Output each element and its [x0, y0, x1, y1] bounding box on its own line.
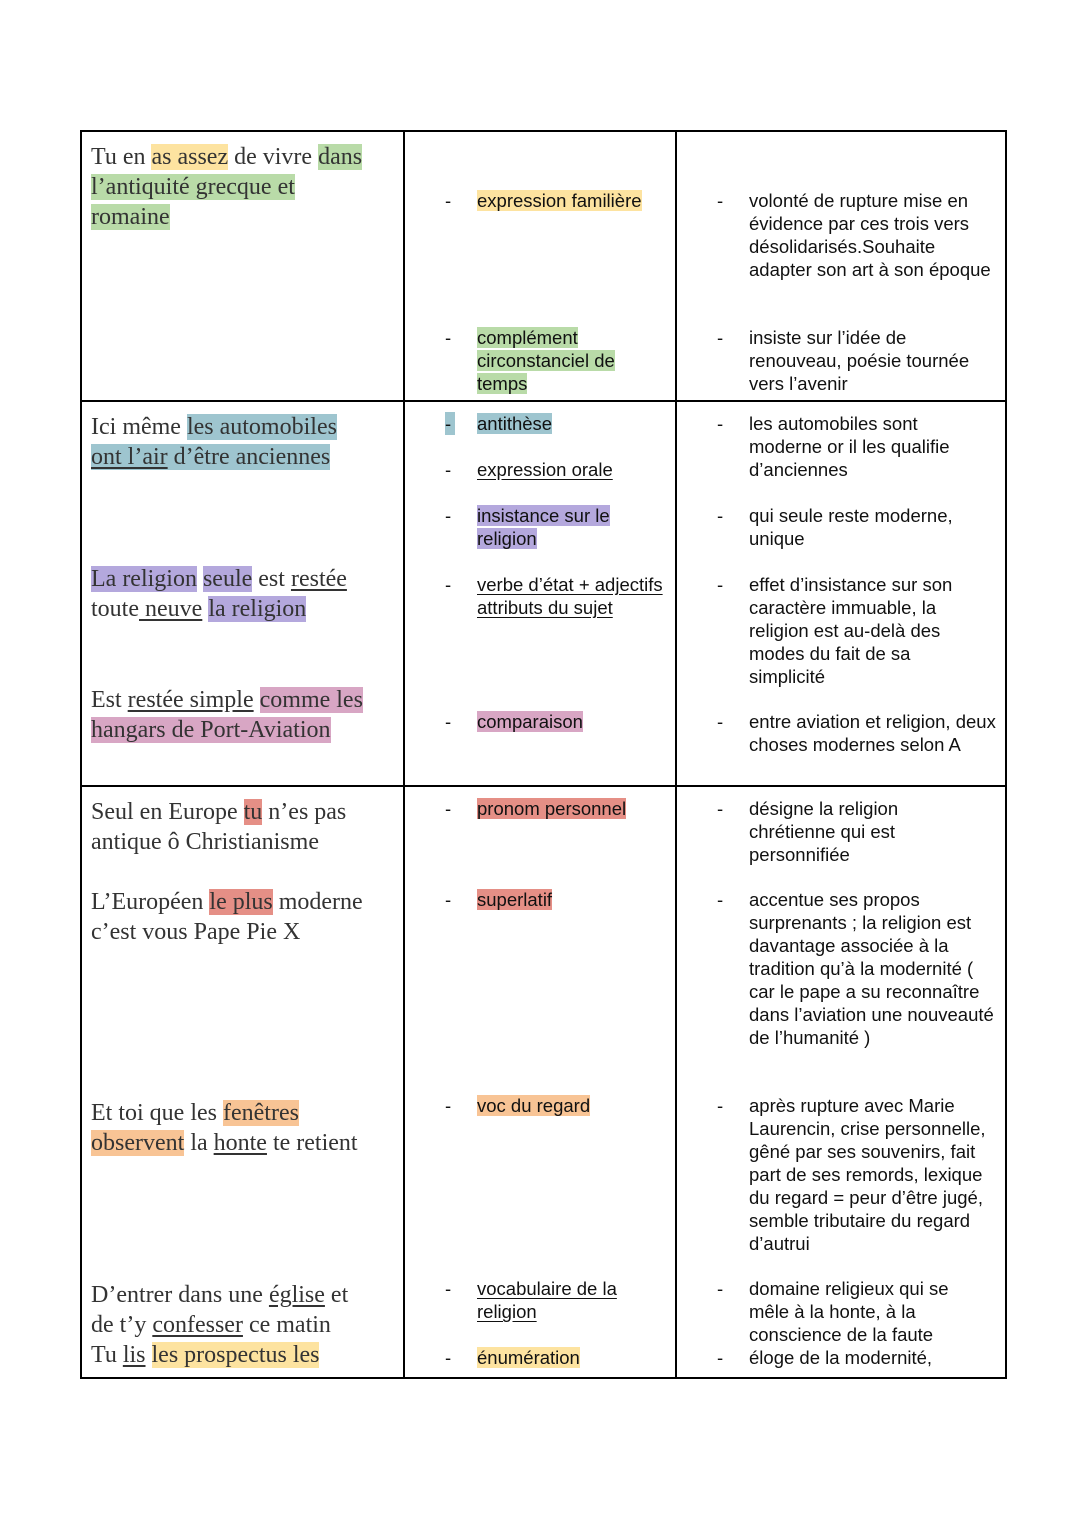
poem-excerpt [91, 887, 397, 947]
poem-text: moderne [272, 889, 363, 915]
bullet-dash: - [717, 798, 724, 819]
figure-label: voc du regard [477, 1095, 591, 1116]
bullet-dash: - [445, 889, 452, 910]
poem-text: l’antiquité grecque et [91, 174, 295, 200]
comment-cell [676, 131, 1006, 401]
bullet-dash: - [445, 798, 452, 819]
poem-text: fenêtres [222, 1100, 299, 1126]
poem-text: de t’y [91, 1312, 153, 1338]
bullet-dash: - [717, 327, 724, 348]
poem-text: tu [243, 799, 263, 825]
poem-excerpt [91, 1280, 397, 1370]
bullet-dash: - [445, 1347, 452, 1368]
bullet-dash: - [717, 1347, 724, 1368]
poem-text: L’Européen [91, 889, 210, 915]
bullet-dash: - [717, 505, 724, 526]
bullet-dash: - [445, 459, 452, 480]
poem-text: seule [202, 566, 253, 592]
figure-label: superlatif [477, 889, 553, 910]
poem-text: D’entrer dans une [91, 1282, 269, 1308]
comment-text: désigne la religion chrétienne qui est personnifiée [749, 798, 899, 865]
bullet-dash: - [717, 1278, 724, 1299]
poem-text: antique ô Christianisme [91, 829, 319, 855]
figure-cell [404, 786, 676, 1378]
poem-text: est [252, 566, 291, 592]
figure-label: expression orale [477, 459, 613, 480]
poem-text: de vivre [228, 144, 319, 170]
comment-text: domaine religieux qui se mêle à la honte, à la conscience de la faute [749, 1278, 949, 1345]
poem-text: as assez [151, 144, 229, 170]
poem-excerpt [91, 564, 397, 624]
bullet-dash: - [717, 711, 724, 732]
comment-text: qui seule reste moderne, unique [749, 505, 953, 549]
poem-text: confesser [152, 1312, 243, 1338]
poem-text: honte [213, 1130, 267, 1156]
figure-label: antithèse [477, 413, 553, 434]
poem-text: la [184, 1130, 214, 1156]
bullet-dash: - [717, 1095, 724, 1116]
comment-text: éloge de la modernité, [749, 1347, 933, 1368]
poem-text: lis [122, 1342, 146, 1368]
poem-excerpt [91, 412, 397, 472]
poem-cell [81, 786, 404, 1378]
table-row [81, 786, 1006, 1378]
poem-text: les automobiles [186, 414, 337, 440]
poem-text: ce matin [242, 1312, 331, 1338]
poem-text: neuve [139, 596, 203, 622]
poem-text: La religion [91, 566, 197, 592]
bullet-dash: - [717, 190, 724, 211]
figure-label: vocabulaire de la religion [477, 1278, 617, 1322]
figure-label: énumération [477, 1347, 580, 1368]
comment-text: volonté de rupture mise en évidence par ces trois vers désolidarisés.Souhaite adapter son art à son époque [749, 190, 991, 280]
figure-label: pronom personnel [477, 798, 627, 819]
poem-text: Ici même [91, 414, 187, 440]
poem-cell [81, 401, 404, 786]
poem-text: observent [91, 1130, 185, 1156]
figure-label: expression familière [477, 190, 642, 211]
comment-cell [676, 786, 1006, 1378]
poem-text: c’est vous Pape Pie X [91, 919, 301, 945]
poem-text: Tu [91, 1342, 123, 1368]
poem-text: Tu en [91, 144, 152, 170]
poem-text: Et toi que les [91, 1100, 223, 1126]
poem-text: te retient [266, 1130, 358, 1156]
bullet-dash: - [445, 574, 452, 595]
poem-text: restée simple [127, 687, 254, 713]
bullet-dash: - [445, 190, 452, 211]
comment-text: accentue ses propos surprenants ; la religion est davantage associée à la tradition qu’à la modernité ( car le pape a su reconnaître dans l’aviation une nouveauté de l’humanité ) [749, 889, 994, 1048]
poem-excerpt [91, 685, 397, 745]
poem-text: dans [318, 144, 363, 170]
bullet-dash: - [445, 1095, 452, 1116]
poem-text [254, 687, 260, 713]
poem-text: le plus [209, 889, 273, 915]
figure-label: verbe d’état + adjectifs attributs du sujet [477, 574, 663, 618]
poem-text: ont l’air [91, 444, 168, 470]
poem-excerpt [91, 142, 397, 232]
figure-cell [404, 131, 676, 401]
poem-text: et [324, 1282, 349, 1308]
comment-text: insiste sur l’idée de renouveau, poésie tournée vers l’avenir [749, 327, 970, 394]
poem-text: toute [91, 596, 139, 622]
figure-cell [404, 401, 676, 786]
poem-excerpt [91, 1098, 397, 1158]
comment-text: entre aviation et religion, deux choses modernes selon A [749, 711, 996, 755]
bullet-dash: - [445, 505, 452, 526]
table-row [81, 131, 1006, 401]
poem-text: église [268, 1282, 325, 1308]
comment-text: les automobiles sont moderne or il les qualifie d’anciennes [749, 413, 950, 480]
bullet-dash: - [717, 889, 724, 910]
comment-cell [676, 401, 1006, 786]
poem-text: Est [91, 687, 128, 713]
comment-text: effet d’insistance sur son caractère immuable, la religion est au-delà des modes du fait de sa simplicité [749, 574, 953, 687]
poem-text: comme les [259, 687, 363, 713]
figure-label: insistance sur le religion [477, 505, 610, 549]
poem-text: romaine [91, 204, 170, 230]
poem-excerpt [91, 797, 397, 857]
bullet-dash: - [445, 412, 455, 435]
poem-text: la religion [208, 596, 307, 622]
poem-cell [81, 131, 404, 401]
poem-text: n’es pas [262, 799, 347, 825]
bullet-dash: - [445, 1278, 452, 1299]
comment-text: après rupture avec Marie Laurencin, crise personnelle, gêné par ses souvenirs, fait part de ses remords, lexique du regard = peur d’être jugé, semble tributaire du regard d’autrui [749, 1095, 986, 1254]
poem-text: restée [290, 566, 347, 592]
poem-text: les prospectus les [151, 1342, 320, 1368]
figure-label: complément circonstanciel de temps [477, 327, 615, 394]
bullet-dash: - [717, 574, 724, 595]
bullet-dash: - [445, 327, 452, 348]
poem-text: Seul en Europe [91, 799, 244, 825]
bullet-dash: - [445, 711, 452, 732]
figure-label: comparaison [477, 711, 583, 732]
poem-text: d’être anciennes [167, 444, 331, 470]
table-row [81, 401, 1006, 786]
poem-text [146, 1342, 152, 1368]
analysis-table [80, 130, 1007, 1379]
bullet-dash: - [717, 413, 724, 434]
poem-text: hangars de Port-Aviation [91, 717, 331, 743]
